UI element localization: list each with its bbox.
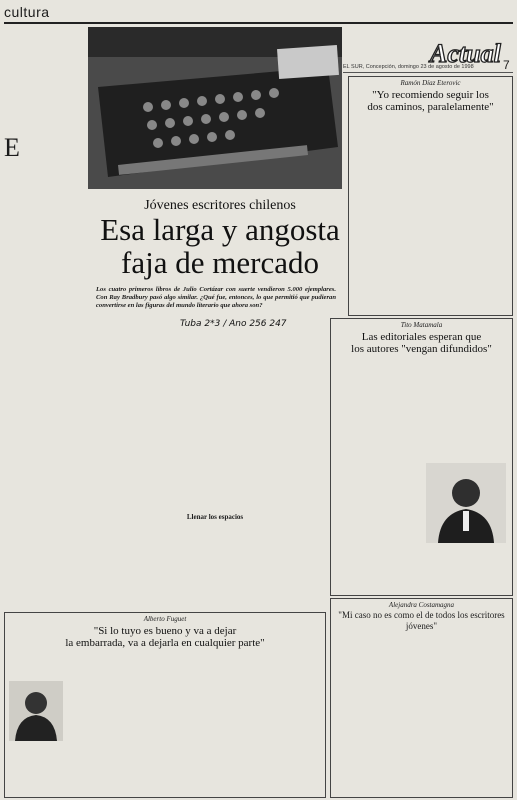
story-body-col1b: [4, 168, 84, 608]
story-deck: Los cuatro primeros libros de Julio Cortázar con suerte vendieron 5.000 ejemplares. Con Ray Bradbury pasó algo similar. ¿Qué fue, entonces, lo que permitió que pudieran convertirse en las figuras del mundo literario que ahora son?: [96, 286, 336, 309]
interview-2-body-right: [423, 359, 508, 459]
interview-3-quote-line2: la embarrada, va a dejarla en cualquier parte": [65, 637, 265, 649]
interview-2-author: Tito Matamala: [400, 321, 443, 329]
interview-3-quote-line1: "Si lo tuyo es bueno y va a dejar: [93, 625, 237, 637]
drop-cap: E: [4, 133, 20, 162]
interview-2-body-right-b: [423, 547, 508, 591]
handwritten-note: Tuba 2*3 / Ano 256 247: [180, 319, 287, 329]
interview-4-body-col2: [393, 637, 449, 793]
interview-3-body-col2: [131, 681, 224, 793]
matamala-portrait: [426, 463, 506, 543]
top-rule: [4, 22, 513, 24]
interview-3-body-col3: [228, 681, 321, 793]
interview-2-quote-line1: Las editoriales esperan que: [361, 331, 482, 343]
interview-1-quote-line2: dos caminos, paralelamente": [367, 101, 494, 113]
masthead-rule: [343, 72, 513, 73]
interview-3-body-top: [9, 653, 321, 677]
interview-4-body-col1: [335, 637, 389, 793]
interview-4-body-col3: [453, 637, 508, 793]
interview-3-body-col0: [9, 745, 63, 793]
interview-4-author: Alejandra Costamagna: [388, 601, 455, 609]
story-body-col3: [175, 330, 255, 510]
dateline: EL SUR, Concepción, domingo 23 de agosto de 1998: [343, 64, 474, 70]
page-number: 7: [503, 58, 510, 72]
story-title-line2: faja de mercado: [121, 245, 319, 280]
interview-1-body: [353, 117, 507, 311]
interview-box-3: [4, 612, 326, 798]
story-body-col1: [22, 137, 84, 167]
subhead-llenar: Llenar los espacios: [186, 513, 244, 521]
logo: Actual: [430, 39, 501, 68]
story-body-col2: [90, 330, 170, 610]
interview-box-4: [330, 598, 513, 798]
interview-2-body-left: [335, 359, 419, 591]
typewriter-photo: [88, 27, 342, 189]
section-label: cultura: [4, 4, 50, 20]
interview-box-2: [330, 318, 513, 596]
interview-3-author: Alberto Fuguet: [143, 615, 187, 623]
interview-4-quote: "Mi caso no es como el de todos los escritores jóvenes": [338, 610, 505, 631]
interview-1-author: Ramón Díaz Eterovic: [400, 79, 461, 87]
story-body-col4: [260, 330, 340, 610]
story-kicker: Jóvenes escritores chilenos: [144, 198, 296, 213]
story-title-line1: Esa larga y angosta: [100, 212, 340, 247]
interview-3-body-col1: [67, 681, 127, 793]
fuguet-portrait: [9, 681, 63, 741]
story-body-col3b: [175, 524, 255, 610]
interview-box-1: [348, 76, 513, 316]
interview-1-quote-line1: "Yo recomiendo seguir los: [372, 89, 489, 101]
interview-2-quote-line2: los autores "vengan difundidos": [351, 343, 492, 355]
